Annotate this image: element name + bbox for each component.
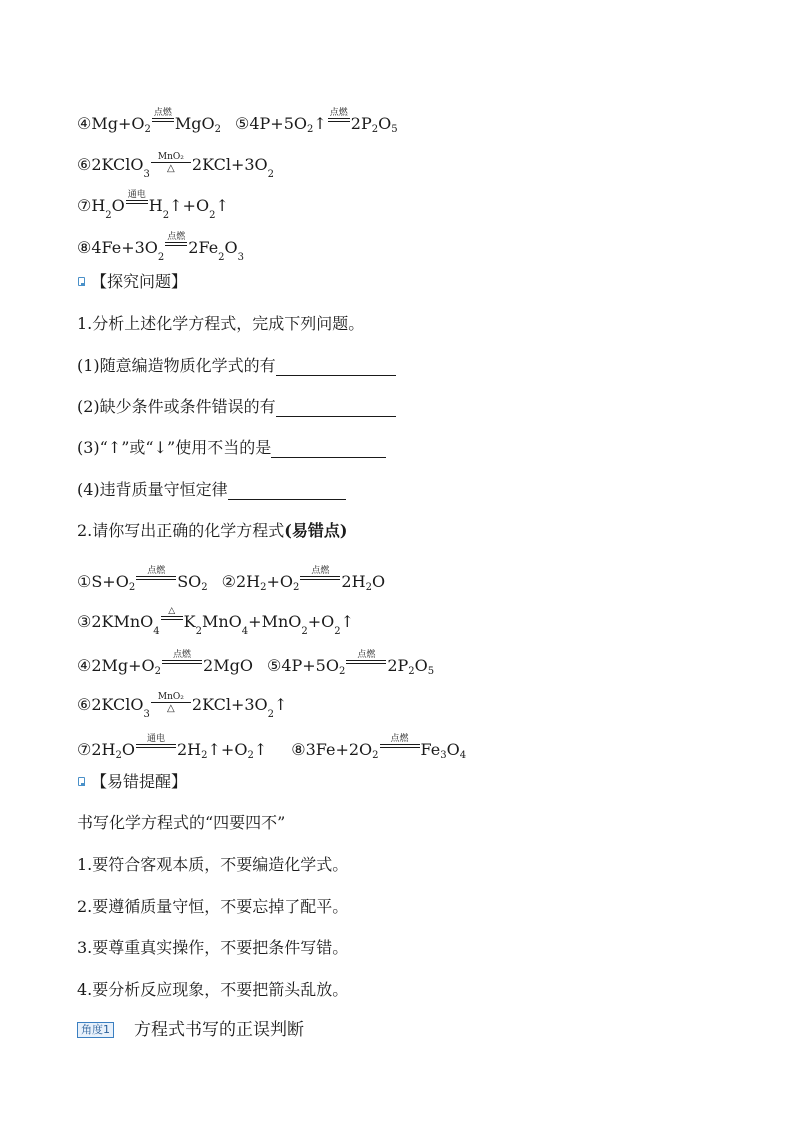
sub-question-3: (3)“↑”或“↓”使用不当的是 (77, 438, 386, 458)
reminder-heading: 【易错提醒】 (77, 772, 187, 792)
reaction-condition: MnO₂ △ (151, 692, 191, 715)
correct-equation-3: ③ 2KMnO 4 △ K 2 MnO 4 +MnO 2 +O 2 ↑ (77, 606, 355, 637)
angle-title: 方程式书写的正误判断 (134, 1020, 304, 1040)
reaction-condition: 通电 (126, 190, 148, 216)
equation-7: ⑦ H 2 O 通电 H 2 ↑+O 2 ↑ (77, 190, 229, 221)
reminder-item: 1.要符合客观本质，不要编造化学式。 (77, 855, 349, 874)
question-2: 2.请你写出正确的化学方程式(易错点) (77, 521, 348, 540)
answer-blank[interactable] (276, 400, 396, 417)
equation-5: $⑤4P+5O_2↑$ 点燃 $2P_2O_5$ (235, 108, 398, 135)
sub-question-2: (2)缺少条件或条件错误的有 (77, 397, 396, 417)
reminder-item: 4.要分析反应现象，不要把箭头乱放。 (77, 980, 349, 999)
answer-blank[interactable] (271, 441, 386, 458)
wrong-equation-row-4-5 (77, 108, 398, 134)
correct-equation-6: ⑥ 2KClO 3 MnO₂ △ 2KCl+3O 2 ↑ (77, 692, 288, 720)
reminder-item: 3.要尊重真实操作，不要把条件写错。 (77, 938, 349, 957)
correct-row-7-8 (77, 734, 466, 760)
reaction-condition: 点燃 (328, 108, 350, 134)
sub-question-1: (1)随意编造物质化学式的有 (77, 356, 396, 376)
equation-8: ⑧ 4Fe+3O 2 点燃 2Fe 2 O 3 (77, 232, 245, 263)
correct-equation-5: $⑤4P+5O_2$ 点燃 $2P_2O_5$ (266, 650, 435, 677)
angle-heading (77, 1020, 304, 1040)
correct-row-1-2 (77, 566, 385, 592)
reminder-item: 2.要遵循质量守恒，不要忘掉了配平。 (77, 897, 349, 916)
reaction-condition: MnO₂ △ (151, 152, 191, 175)
angle-tag: 角度1 (77, 1022, 114, 1038)
reaction-condition: 点燃 (165, 232, 187, 258)
bookmark-icon (77, 777, 85, 787)
reaction-condition: 点燃 (162, 650, 202, 676)
correct-equation-2: $②2H_2+O_2$ 点燃 $2H_2O$ (221, 566, 386, 593)
answer-blank[interactable] (276, 359, 396, 376)
question-1: 1.分析上述化学方程式，完成下列问题。 (77, 314, 365, 333)
reminder-intro: 书写化学方程式的“四要四不” (77, 813, 286, 832)
reaction-condition: 点燃 (136, 566, 176, 592)
bookmark-icon (77, 277, 85, 287)
answer-blank[interactable] (228, 483, 346, 500)
correct-equation-7: $⑦2H_2O$ 通电 $2H_2↑+O_2↑$ (77, 734, 268, 761)
reaction-condition: 点燃 (300, 566, 340, 592)
equation-4: $④Mg+O_2$ 点燃 MgO$_2$ (77, 108, 221, 135)
reaction-condition: 点燃 (152, 108, 174, 134)
explore-heading: 【探究问题】 (77, 272, 187, 292)
correct-equation-8: $⑧3Fe+2O_2$ 点燃 $Fe_3O_4$ (291, 734, 467, 761)
correct-equation-4: $④2Mg+O_2$ 点燃 2MgO (77, 650, 253, 677)
sub-question-4: (4)违背质量守恒定律 (77, 480, 346, 500)
reaction-condition: △ (161, 606, 183, 632)
correct-equation-1: $①S+O_2$ 点燃 $SO_2$ (77, 566, 208, 593)
reaction-condition: 点燃 (380, 734, 420, 760)
correct-row-4-5 (77, 650, 434, 676)
reaction-condition: 点燃 (346, 650, 386, 676)
reaction-condition: 通电 (136, 734, 176, 760)
equation-6: ⑥ 2KClO 3 MnO₂ △ 2KCl+3O 2 (77, 152, 275, 180)
